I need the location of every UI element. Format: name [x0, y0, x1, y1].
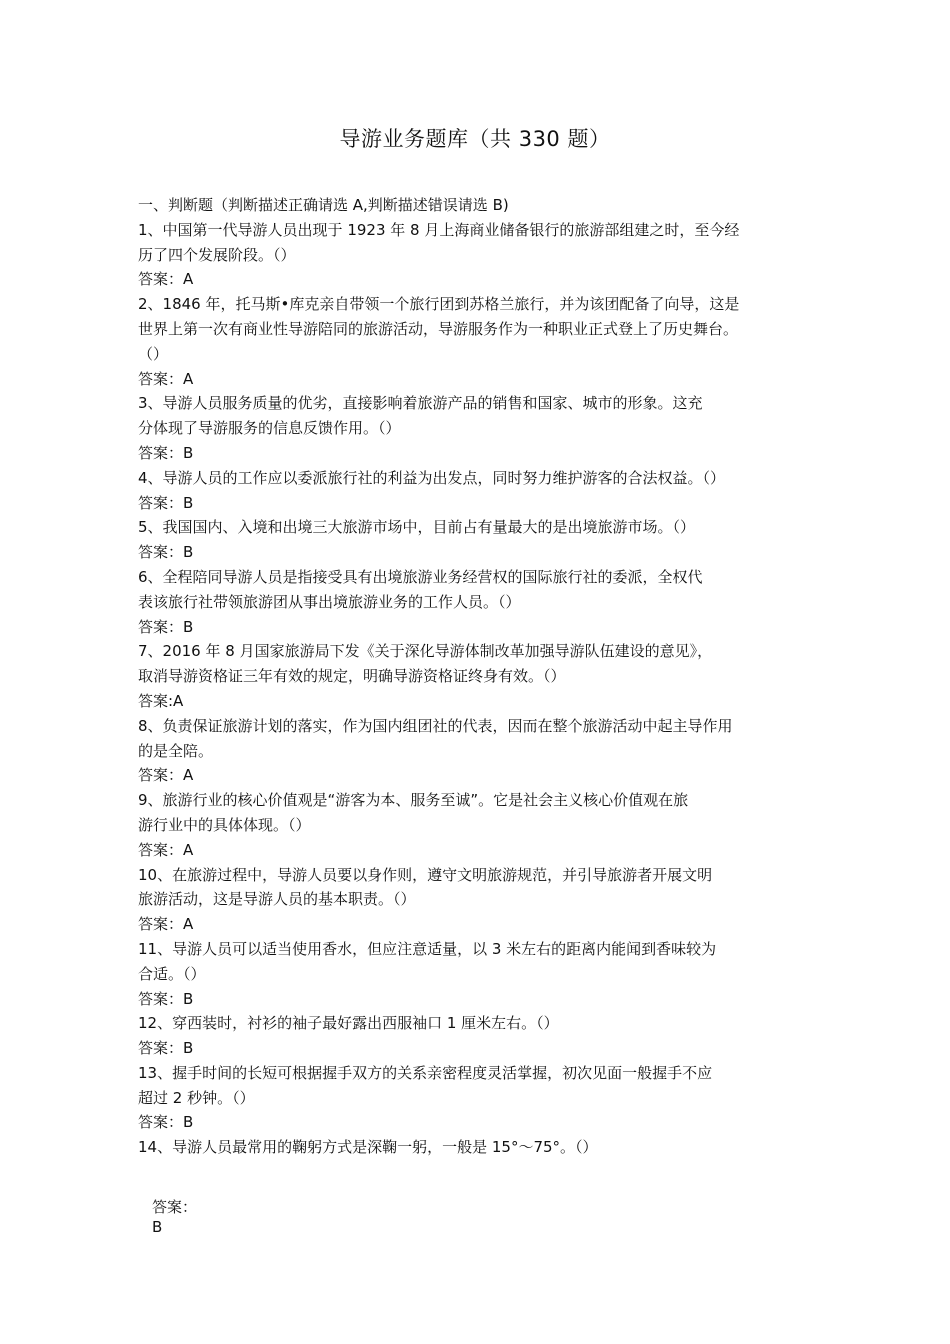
text-line: 6、全程陪同导游人员是指接受具有出境旅游业务经营权的国际旅行社的委派，全权代 — [138, 567, 703, 586]
answer-line: 答案：B — [138, 543, 194, 562]
text-line: 分体现了导游服务的信息反馈作用。（） — [138, 419, 401, 438]
answer-line: 答案：A — [138, 270, 194, 289]
answer-line: 答案：B — [138, 1039, 194, 1058]
final-answer-label: 答案： — [152, 1198, 198, 1216]
text-line: 历了四个发展阶段。（） — [138, 245, 296, 264]
text-line: 7、2016 年 8 月国家旅游局下发《关于深化导游体制改革加强导游队伍建设的意见》， — [138, 642, 713, 661]
text-line: 2、1846 年，托马斯•库克亲自带领一个旅行团到苏格兰旅行，并为该团配备了向导，这是 — [138, 295, 740, 314]
answer-line: 答案：B — [138, 443, 194, 462]
answer-line: 答案:A — [138, 691, 184, 710]
final-answer-value: B — [152, 1218, 163, 1236]
text-line: 合适。（） — [138, 964, 206, 983]
answer-line: 答案：B — [138, 989, 194, 1008]
text-line: 14、导游人员最常用的鞠躬方式是深鞠一躬，一般是 15°～75°。（） — [138, 1138, 598, 1157]
answer-line: 答案：A — [138, 369, 194, 388]
question-list — [138, 193, 818, 1160]
answer-line: 答案：B — [138, 617, 194, 636]
text-line: 旅游活动，这是导游人员的基本职责。（） — [138, 890, 416, 909]
text-line: 4、导游人员的工作应以委派旅行社的利益为出发点，同时努力维护游客的合法权益。（） — [138, 468, 726, 487]
text-line: 表该旅行社带领旅游团从事出境旅游业务的工作人员。（） — [138, 592, 521, 611]
answer-line: 答案：B — [138, 1113, 194, 1132]
text-line: 9、旅游行业的核心价值观是“游客为本、服务至诚”。它是社会主义核心价值观在旅 — [138, 791, 689, 810]
text-line: 的是全陪。 — [138, 741, 214, 760]
document-title: 导游业务题库（共 330 题） — [339, 127, 611, 151]
text-line: 1、中国第一代导游人员出现于 1923 年 8 月上海商业储备银行的旅游部组建之时，至今经 — [138, 220, 740, 239]
text-line: （） — [138, 344, 169, 363]
answer-line: 答案：A — [138, 840, 194, 859]
text-line: 8、负责保证旅游计划的落实，作为国内组团社的代表，因而在整个旅游活动中起主导作用 — [138, 716, 733, 735]
text-line: 3、导游人员服务质量的优劣，直接影响着旅游产品的销售和国家、城市的形象。这充 — [138, 394, 703, 413]
answer-line: 答案：A — [138, 915, 194, 934]
text-line: 12、穿西装时，衬衫的袖子最好露出西服袖口 1 厘米左右。（） — [138, 1014, 559, 1033]
text-line: 11、导游人员可以适当使用香水，但应注意适量，以 3 米左右的距离内能闻到香味较为 — [138, 939, 717, 958]
text-line: 游行业中的具体体现。（） — [138, 815, 311, 834]
text-line: 取消导游资格证三年有效的规定，明确导游资格证终身有效。（） — [138, 667, 566, 686]
section-heading: 一、判断题（判断描述正确请选 A,判断描述错误请选 B) — [138, 196, 509, 214]
text-line: 超过 2 秒钟。（） — [138, 1088, 255, 1107]
text-line: 世界上第一次有商业性导游陪同的旅游活动，导游服务作为一种职业正式登上了历史舞台。 — [138, 319, 739, 338]
text-line: 5、我国国内、入境和出境三大旅游市场中，目前占有量最大的是出境旅游市场。（） — [138, 518, 696, 537]
text-line: 10、在旅游过程中，导游人员要以身作则，遵守文明旅游规范，并引导旅游者开展文明 — [138, 865, 713, 884]
answer-line: 答案：B — [138, 493, 194, 512]
answer-line: 答案：A — [138, 766, 194, 785]
text-line: 13、握手时间的长短可根据握手双方的关系亲密程度灵活掌握，初次见面一般握手不应 — [138, 1063, 713, 1082]
